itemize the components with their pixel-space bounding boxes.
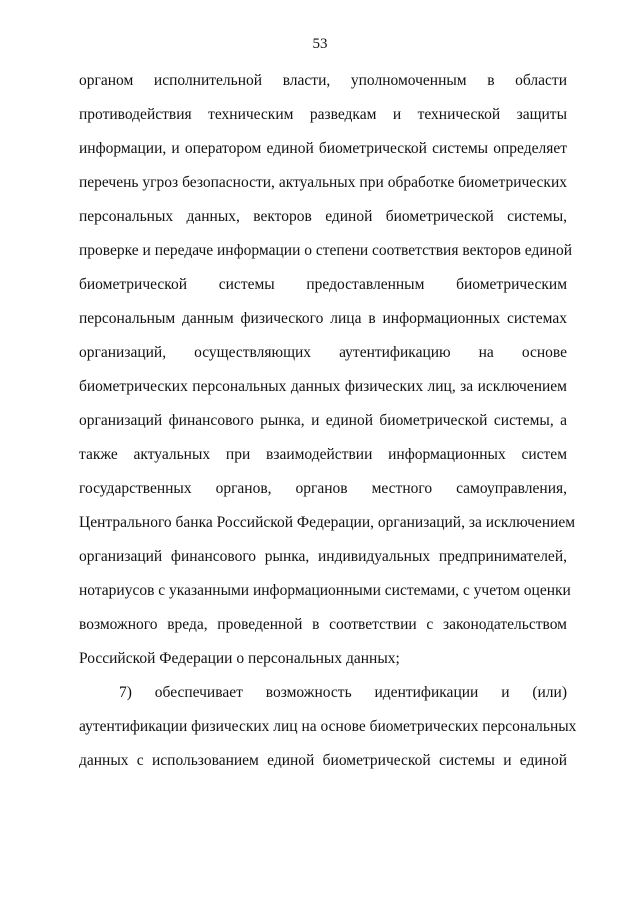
text-line: биометрической системы предоставленным биометрическим	[79, 276, 567, 293]
text-line: нотариусов с указанными информационными системами, с учетом оценки	[79, 582, 571, 599]
text-line: организаций финансового рынка, и единой биометрической системы, а	[79, 412, 567, 429]
text-line: органом исполнительной власти, уполномоченным в области	[79, 72, 567, 89]
text-line: организаций финансового рынка, индивидуальных предпринимателей,	[79, 548, 567, 565]
text-line: также актуальных при взаимодействии информационных систем	[79, 446, 567, 463]
text-line: противодействия техническим разведкам и технической защиты	[79, 106, 567, 123]
text-line: перечень угроз безопасности, актуальных при обработке биометрических	[79, 174, 567, 191]
text-line: Центрального банка Российской Федерации, организаций, за исключением	[79, 514, 576, 531]
body-text	[79, 64, 577, 778]
text-line: биометрических персональных данных физических лиц, за исключением	[79, 378, 567, 395]
text-line: данных с использованием единой биометрической системы и единой	[79, 752, 567, 769]
page-number: 53	[312, 36, 328, 52]
paragraph-end-line: Российской Федерации о персональных данных;	[79, 650, 400, 667]
text-line: персональным данным физического лица в информационных системах	[79, 310, 567, 327]
text-line: информации, и оператором единой биометрической системы определяет	[79, 140, 567, 157]
text-line: аутентификации физических лиц на основе биометрических персональных	[79, 718, 577, 735]
paragraph-start-line: 7) обеспечивает возможность идентификации и (или)	[119, 684, 567, 701]
text-line: персональных данных, векторов единой биометрической системы,	[79, 208, 567, 225]
text-line: организаций, осуществляющих аутентификацию на основе	[79, 344, 567, 361]
text-line: проверке и передаче информации о степени соответствия векторов единой	[79, 242, 572, 259]
text-line: государственных органов, органов местного самоуправления,	[79, 480, 567, 497]
text-line: возможного вреда, проведенной в соответствии с законодательством	[79, 616, 567, 633]
